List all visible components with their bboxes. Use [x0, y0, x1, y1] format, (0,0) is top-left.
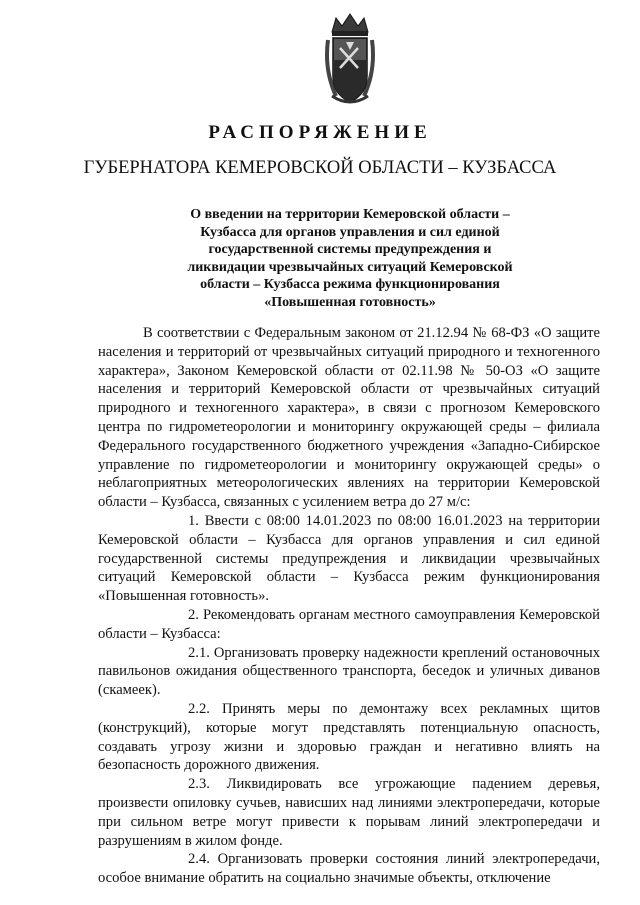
- clause-paragraph: [98, 644, 600, 700]
- preamble-paragraph: В соответствии с Федеральным законом от 21.12.94 № 68-ФЗ «О защите населения и территорий от чрезвычайных ситуаций природного и техногенного характера», Законом Кемеровской области от 02.11.98 № 50-ОЗ «О защите населения и территорий Кемеровской области от чрезвычайных ситуаций природного и техногенного характера», в связи с прогнозом Кемеровского центра по гидрометеорологии и мониторингу окружающей среды – филиала Федерального государственного бюджетного учреждения «Западно-Сибирское управление по гидрометеорологии и мониторингу окружающей среды» о неблагоприятных метеорологических явлениях на территории Кемеровской области – Кузбасса, связанных с усилением ветра до 27 м/с:: [98, 325, 600, 511]
- clause-paragraph: [98, 775, 600, 850]
- clause-number: 2.: [188, 606, 199, 623]
- coat-of-arms-emblem: [322, 10, 378, 110]
- clause-text: Организовать проверки состояния линий электропередачи, особое внимание обратить на социально значимые объекты, отключение: [98, 851, 600, 887]
- clause-paragraph: [98, 850, 600, 888]
- clause-text: Рекомендовать органам местного самоуправления Кемеровской области – Кузбасса:: [98, 606, 600, 642]
- clause-number: 2.3.: [188, 776, 210, 793]
- title-line: ликвидации чрезвычайных ситуаций Кемеровской: [187, 259, 513, 275]
- clause-paragraph: [98, 606, 600, 644]
- title-line: «Повышенная готовность»: [264, 294, 436, 310]
- clause-number: 2.2.: [188, 700, 210, 717]
- title-line: государственной системы предупреждения и: [208, 242, 492, 258]
- clause-text: Организовать проверку надежности креплений остановочных павильонов ожидания общественного транспорта, беседок и уличных диванов (скамеек).: [98, 644, 601, 699]
- clause-paragraph: [98, 512, 600, 606]
- document-body: [98, 324, 600, 888]
- title-line: области – Кузбасса режима функционирования: [200, 277, 500, 293]
- clause-number: 2.1.: [188, 644, 210, 661]
- document-title: [160, 206, 540, 312]
- clause-paragraph: [98, 700, 600, 775]
- clause-text: Ввести с 08:00 14.01.2023 по 08:00 16.01.2023 на территории Кемеровской области – Кузбасса для органов управления и сил единой государственной системы предупреждения и ликвидации чрезвычайных ситуаций Кемеровской области – Кузбасса режим функционирования «Повышенная готовность».: [98, 512, 601, 605]
- clause-number: 1.: [188, 512, 199, 529]
- document-type: РАСПОРЯЖЕНИЕ: [208, 122, 432, 143]
- title-line: О введении на территории Кемеровской области –: [190, 207, 510, 222]
- clause-text: Принять меры по демонтажу всех рекламных щитов (конструкций), которые могут представлять потенциальную опасность, создавать угрозу жизни и здоровью граждан и негативно влиять на безопасность дорожного движения.: [98, 700, 600, 774]
- clause-number: 2.4.: [188, 851, 210, 868]
- document-issuer: ГУБЕРНАТОРА КЕМЕРОВСКОЙ ОБЛАСТИ – КУЗБАССА: [83, 158, 557, 178]
- title-line: Кузбасса для органов управления и сил единой: [200, 224, 500, 240]
- clause-text: Ликвидировать все угрожающие падением деревья, произвести опиловку сучьев, нависших над линиями электропередачи, которые при сильном ветре могут привести к порывам линий электропередачи и разрушениям в жилом фонде.: [98, 776, 600, 849]
